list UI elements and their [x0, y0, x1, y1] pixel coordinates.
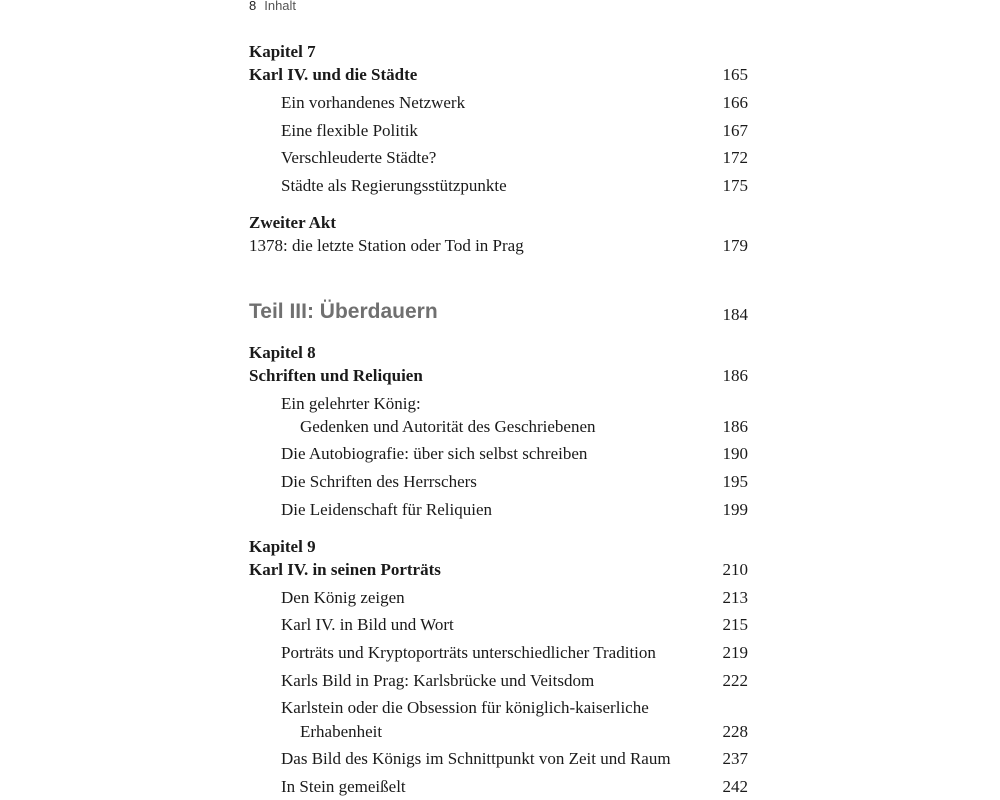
page-ref: 219: [722, 643, 748, 662]
toc-entry[interactable]: Karls Bild in Prag: Karlsbrücke und Veitsdom 222: [281, 671, 748, 690]
page-ref: 215: [722, 615, 748, 634]
chapter-8-label: Kapitel 8: [249, 343, 316, 362]
toc-entry[interactable]: Das Bild des Königs im Schnittpunkt von Zeit und Raum 237: [281, 749, 748, 768]
page-ref: 175: [722, 176, 748, 195]
running-head: [249, 0, 296, 13]
page-ref: 167: [722, 121, 748, 140]
toc-entry-continuation[interactable]: Gedenken und Autorität des Geschriebenen 186: [300, 417, 748, 436]
toc-entry[interactable]: Ein gelehrter König:: [281, 394, 421, 413]
page-ref: 195: [722, 472, 748, 491]
chapter-7-title[interactable]: Karl IV. und die Städte 165: [249, 65, 748, 84]
page-ref: 166: [722, 93, 748, 112]
toc-entry[interactable]: Die Leidenschaft für Reliquien 199: [281, 500, 748, 519]
toc-entry[interactable]: Karlstein oder die Obsession für königlich-kaiserliche: [281, 698, 649, 717]
page-ref: 186: [722, 366, 748, 385]
page-ref: 228: [722, 722, 748, 741]
page-ref: 237: [722, 749, 748, 768]
page-ref: 179: [722, 236, 748, 255]
toc-entry[interactable]: Karl IV. in Bild und Wort 215: [281, 615, 748, 634]
toc-entry[interactable]: Eine flexible Politik 167: [281, 121, 748, 140]
toc-entry[interactable]: Ein vorhandenes Netzwerk 166: [281, 93, 748, 112]
toc-entry-continuation[interactable]: Erhabenheit 228: [300, 722, 748, 741]
act-2-label: Zweiter Akt: [249, 213, 337, 232]
page-ref: 165: [722, 65, 748, 84]
page-ref: 210: [722, 560, 748, 579]
act-2-title[interactable]: 1378: die letzte Station oder Tod in Prag 179: [249, 236, 748, 255]
page-ref: 190: [722, 444, 748, 463]
section-title: Inhalt: [264, 0, 297, 13]
page-ref: 222: [722, 671, 748, 690]
page-ref: 242: [722, 777, 748, 796]
toc-entry[interactable]: Die Schriften des Herrschers 195: [281, 472, 748, 491]
page-ref: 184: [722, 305, 748, 324]
chapter-8-title[interactable]: Schriften und Reliquien 186: [249, 366, 748, 385]
toc-entry[interactable]: Städte als Regierungsstützpunkte 175: [281, 176, 748, 195]
toc-entry[interactable]: In Stein gemeißelt 242: [281, 777, 748, 796]
page-ref: 186: [722, 417, 748, 436]
toc-entry[interactable]: Den König zeigen 213: [281, 588, 748, 607]
chapter-7-label: Kapitel 7: [249, 42, 316, 61]
part-3-heading[interactable]: Teil III: Überdauern 184: [249, 300, 748, 324]
chapter-9-label: Kapitel 9: [249, 537, 316, 556]
toc-entry[interactable]: Verschleuderte Städte? 172: [281, 148, 748, 167]
page-ref: 213: [722, 588, 748, 607]
page-number: 8: [249, 0, 257, 13]
chapter-9-title[interactable]: Karl IV. in seinen Porträts 210: [249, 560, 748, 579]
toc-entry[interactable]: Die Autobiografie: über sich selbst schreiben 190: [281, 444, 748, 463]
toc-entry[interactable]: Porträts und Kryptoporträts unterschiedlicher Tradition 219: [281, 643, 748, 662]
page-ref: 199: [722, 500, 748, 519]
page-ref: 172: [722, 148, 748, 167]
